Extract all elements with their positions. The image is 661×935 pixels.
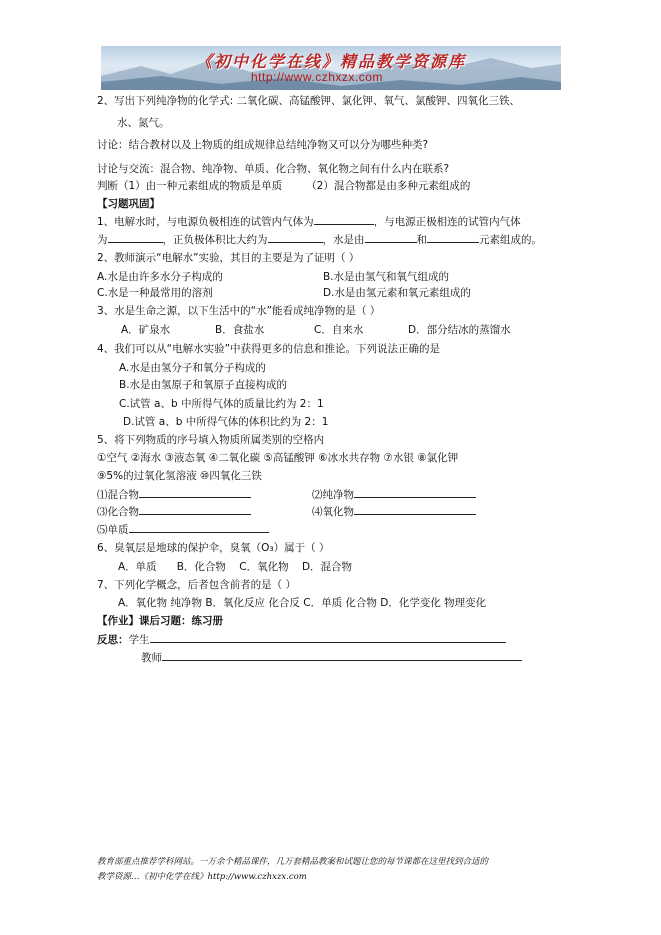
pure-substance-blank[interactable] — [354, 487, 476, 498]
header-banner — [101, 46, 561, 90]
teacher-reflection-blank[interactable] — [162, 650, 522, 661]
compound-blank[interactable] — [139, 504, 251, 515]
judgement-part1: 判断（1）由一种元素组成的物质是单质 — [97, 180, 283, 192]
blank-negative-gas[interactable] — [314, 214, 374, 225]
field-label: ⑵纯净物 — [312, 489, 354, 501]
exercise-7-stem: 7、下列化学概念，后者包含前者的是（ ） — [97, 579, 297, 591]
exercise-3-option-d: D．部分结冰的蒸馏水 — [408, 324, 511, 336]
exercise-6-options: A．单质 B．化合物 C．氧化物 D．混合物 — [118, 561, 353, 573]
exercise-3-option-c: C．自来水 — [314, 324, 364, 336]
exercise-5-items-1: ①空气 ②海水 ③液态氧 ④二氧化碳 ⑤高锰酸钾 ⑥冰水共存物 ⑦水银 ⑧氯化钾 — [97, 452, 459, 464]
exercise-5-field-mixture — [97, 487, 251, 502]
banner-url-link[interactable]: http://www.czhxzx.com — [251, 70, 383, 84]
homework-line: 【作业】课后习题：练习册 — [97, 615, 223, 627]
field-label: ⑷氧化物 — [312, 506, 354, 518]
exercise-5-field-compound — [97, 504, 251, 519]
exercise-2-option-c: C.水是一种最常用的溶剂 — [97, 287, 213, 299]
footer-line1: 教育部重点推荐学科网站。一万余个精品课件，几万套精品教案和试题让您的每节课都在这里找到合适的 — [97, 857, 489, 867]
section-title-exercises: 【习题巩固】 — [97, 198, 160, 210]
blank-positive-gas[interactable] — [108, 232, 163, 243]
oxide-blank[interactable] — [354, 504, 476, 515]
reflection-teacher-label: 教师 — [141, 652, 162, 664]
exercise-5-items-2: ⑨5%的过氧化氢溶液 ⑩四氧化三铁 — [97, 470, 262, 482]
exercise-4-option-b: B.水是由氢原子和氧原子直接构成的 — [119, 379, 288, 391]
question-2-line1: 2、写出下列纯净物的化学式: 二氧化碳、高锰酸钾、氯化钾、氧气、氯酸钾、四氧化三铁、 — [97, 95, 521, 107]
reflection-student-label: 学生 — [128, 634, 150, 646]
exercise-3-stem: 3、水是生命之源，以下生活中的“水”能看成纯净物的是（ ） — [97, 305, 381, 317]
element-blank[interactable] — [129, 522, 269, 533]
discussion-2: 讨论与交流：混合物、纯净物、单质、化合物、氧化物之间有什么内在联系? — [97, 163, 450, 175]
field-label: ⑸单质 — [97, 524, 129, 536]
exercise-1-text: ，水是由 — [322, 234, 365, 246]
exercise-1-text: 元素组成的。 — [479, 234, 542, 246]
exercise-1-text: ，正负极体积比大约为 — [162, 234, 268, 246]
exercise-2-stem: 2、教师演示“电解水”实验，其目的主要是为了证明（ ） — [97, 252, 360, 264]
blank-element-1[interactable] — [365, 232, 417, 243]
field-label: ⑴混合物 — [97, 489, 139, 501]
field-label: ⑶化合物 — [97, 506, 139, 518]
blank-volume-ratio[interactable] — [268, 232, 323, 243]
exercise-5-field-pure — [312, 487, 476, 502]
exercise-4-option-d: D.试管 a、b 中所得气体的体积比约为 2：1 — [123, 416, 329, 428]
discussion-1: 讨论：结合教材以及上物质的组成规律总结纯净物又可以分为哪些种类? — [97, 139, 429, 151]
exercise-1-text: 1、电解水时，与电源负极相连的试管内气体为 — [97, 216, 314, 228]
exercise-1-line2 — [97, 232, 542, 247]
mixture-blank[interactable] — [139, 487, 251, 498]
judgement-part2: （2）混合物都是由多种元素组成的 — [306, 180, 471, 192]
reflection-student-line — [97, 632, 506, 647]
question-2-line2: 水、氮气。 — [117, 117, 170, 129]
student-reflection-blank[interactable] — [150, 632, 506, 643]
exercise-1-text: 和 — [416, 234, 427, 246]
exercise-6-stem: 6、臭氧层是地球的保护伞，臭氧（O₃）属于（ ） — [97, 542, 330, 554]
reflection-label: 反思： — [97, 634, 129, 646]
exercise-2-option-b: B.水是由氢气和氧气组成的 — [323, 271, 450, 283]
exercise-2-option-a: A.水是由许多水分子构成的 — [97, 271, 223, 283]
exercise-3-option-a: A．矿泉水 — [121, 324, 171, 336]
exercise-4-option-c: C.试管 a、b 中所得气体的质量比约为 2：1 — [119, 398, 324, 410]
exercise-4-stem: 4、我们可以从“电解水实验”中获得更多的信息和推论。下列说法正确的是 — [97, 343, 441, 355]
footer-line2: 教学资源…《初中化学在线》http://www.czhxzx.com — [97, 872, 307, 882]
reflection-teacher-line — [141, 650, 522, 665]
exercise-1-text: ，与电源正极相连的试管内气体 — [373, 216, 521, 228]
exercise-4-option-a: A.水是由氢分子和氧分子构成的 — [119, 362, 266, 374]
exercise-1-text: 为 — [97, 234, 108, 246]
exercise-2-option-d: D.水是由氢元素和氧元素组成的 — [323, 287, 471, 299]
exercise-5-field-element — [97, 522, 269, 537]
judgement-line — [97, 179, 470, 193]
blank-element-2[interactable] — [427, 232, 479, 243]
exercise-5-stem: 5、将下列物质的序号填入物质所属类别的空格内 — [97, 434, 325, 446]
exercise-1-line1 — [97, 214, 521, 229]
exercise-7-options: A．氧化物 纯净物 B．氧化反应 化合反 C．单质 化合物 D．化学变化 物理变化 — [118, 597, 487, 609]
exercise-5-field-oxide — [312, 504, 476, 519]
exercise-3-option-b: B．食盐水 — [215, 324, 265, 336]
banner-title: 《初中化学在线》精品教学资源库 — [195, 52, 466, 71]
